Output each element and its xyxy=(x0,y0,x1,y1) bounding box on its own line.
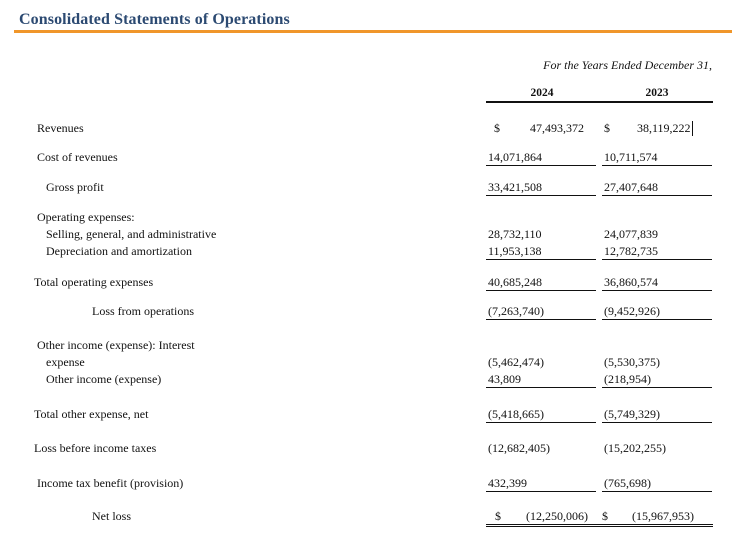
cell-income-tax-2023 xyxy=(602,475,712,492)
cell-depreciation-2023 xyxy=(602,243,712,260)
cell-cost-of-revenues-2023 xyxy=(602,149,712,166)
row-label-total-operating-expenses: Total operating expenses xyxy=(34,275,154,289)
value-loss-from-operations-2024: (7,263,740) xyxy=(488,304,544,318)
row-label-cost-of-revenues: Cost of revenues xyxy=(37,150,118,164)
row-label-interest-expense: expense xyxy=(46,355,85,369)
row-label-sga: Selling, general, and administrative xyxy=(46,227,217,241)
cell-cost-of-revenues-2024 xyxy=(486,149,596,166)
section-label-operating-expenses: Operating expenses: xyxy=(37,210,135,224)
section-label-other-income: Other income (expense): Interest xyxy=(37,338,195,352)
value-cost-of-revenues-2024: 14,071,864 xyxy=(488,150,542,164)
cell-total-operating-2024 xyxy=(486,274,596,291)
value-total-other-2023: (5,749,329) xyxy=(604,407,660,421)
value-total-other-2024: (5,418,665) xyxy=(488,407,544,421)
row-label-gross-profit: Gross profit xyxy=(46,180,104,194)
value-other-income-2024: 43,809 xyxy=(488,372,521,386)
column-header-2023: 2023 xyxy=(645,87,669,99)
value-gross-profit-2024: 33,421,508 xyxy=(488,180,542,194)
column-header-2024: 2024 xyxy=(530,87,554,99)
row-label-income-tax: Income tax benefit (provision) xyxy=(37,476,184,490)
value-total-operating-2023: 36,860,574 xyxy=(604,275,658,289)
value-sga-2023: 24,077,839 xyxy=(604,227,658,241)
cell-depreciation-2024 xyxy=(486,243,596,260)
statement-title: Consolidated Statements of Operations xyxy=(19,11,290,28)
value-total-operating-2024: 40,685,248 xyxy=(488,275,542,289)
value-net-loss-2023: (15,967,953) xyxy=(632,509,694,523)
value-gross-profit-2023: 27,407,648 xyxy=(604,180,658,194)
value-interest-expense-2023: (5,530,375) xyxy=(604,355,660,369)
cell-loss-from-operations-2024 xyxy=(486,303,596,320)
value-interest-expense-2024: (5,462,474) xyxy=(488,355,544,369)
row-label-depreciation: Depreciation and amortization xyxy=(46,244,192,258)
value-net-loss-2024: (12,250,006) xyxy=(526,509,588,523)
value-income-tax-2023: (765,698) xyxy=(604,476,651,490)
title-underline xyxy=(14,30,732,33)
header-rule xyxy=(486,101,713,103)
row-label-total-other-expense: Total other expense, net xyxy=(34,407,149,421)
period-header: For the Years Ended December 31, xyxy=(543,58,712,72)
cell-gross-profit-2024 xyxy=(486,179,596,196)
cell-gross-profit-2023 xyxy=(602,179,712,196)
cell-loss-from-operations-2023 xyxy=(602,303,712,320)
row-label-loss-from-operations: Loss from operations xyxy=(92,304,194,318)
value-loss-before-tax-2024: (12,682,405) xyxy=(488,441,550,455)
row-label-loss-before-income-taxes: Loss before income taxes xyxy=(34,441,157,455)
cell-total-operating-2023 xyxy=(602,274,712,291)
cell-total-other-2024 xyxy=(486,406,596,423)
currency-symbol: $ xyxy=(604,121,610,135)
value-other-income-2023: (218,954) xyxy=(604,372,651,386)
value-depreciation-2023: 12,782,735 xyxy=(604,244,658,258)
cell-other-income-2024 xyxy=(486,371,596,388)
currency-symbol: $ xyxy=(495,509,501,523)
row-label-revenues: Revenues xyxy=(37,121,84,135)
value-cost-of-revenues-2023: 10,711,574 xyxy=(604,150,658,164)
cell-net-loss-2024 xyxy=(486,508,600,527)
value-loss-before-tax-2023: (15,202,255) xyxy=(604,441,666,455)
currency-symbol: $ xyxy=(494,121,500,135)
value-revenues-2023: 38,119,222 xyxy=(637,121,691,135)
value-loss-from-operations-2023: (9,452,926) xyxy=(604,304,660,318)
value-sga-2024: 28,732,110 xyxy=(488,227,542,241)
row-label-net-loss: Net loss xyxy=(92,509,131,523)
cell-income-tax-2024 xyxy=(486,475,596,492)
value-revenues-2024: 47,493,372 xyxy=(530,121,584,135)
currency-symbol: $ xyxy=(602,509,608,523)
cell-other-income-2023 xyxy=(602,371,712,388)
value-depreciation-2024: 11,953,138 xyxy=(488,244,542,258)
value-income-tax-2024: 432,399 xyxy=(488,476,527,490)
row-label-other-income: Other income (expense) xyxy=(46,372,162,386)
cell-total-other-2023 xyxy=(602,406,712,423)
cell-net-loss-2023 xyxy=(598,508,713,527)
